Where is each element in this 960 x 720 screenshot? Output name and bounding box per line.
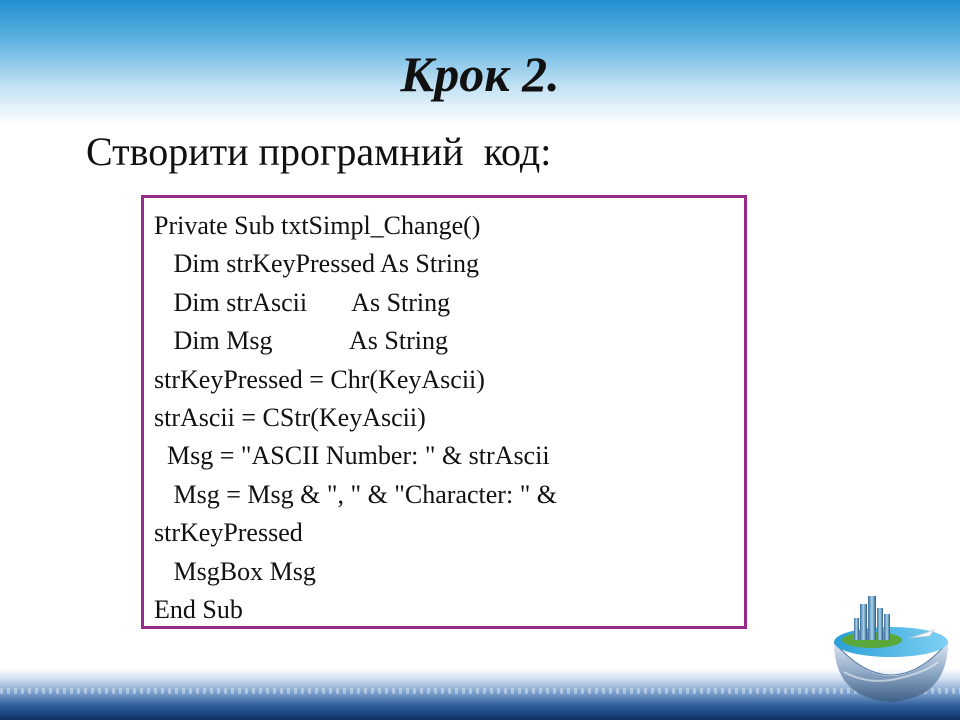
code-box bbox=[141, 195, 747, 629]
code-line: Private Sub txtSimpl_Change() bbox=[154, 211, 481, 240]
code-line: strAscii = CStr(KeyAscii) bbox=[154, 402, 426, 432]
code-line: Dim Msg As String bbox=[154, 326, 448, 356]
code-line: Dim strKeyPressed As String bbox=[154, 249, 479, 279]
code-line: Dim strAscii As String bbox=[154, 287, 451, 317]
code-line: MsgBox Msg bbox=[154, 556, 316, 586]
code-line: strKeyPressed bbox=[154, 518, 303, 548]
footer-band bbox=[0, 668, 960, 720]
code-line: Msg = Msg & ", " & "Character: " & bbox=[154, 479, 558, 509]
slide-title: Крок 2. bbox=[400, 46, 560, 102]
code-line: strKeyPressed = Chr(KeyAscii) bbox=[154, 364, 485, 394]
code-line: End Sub bbox=[154, 594, 243, 624]
slide-subtitle: Створити програмний код: bbox=[86, 129, 552, 174]
code-line: Msg = "ASCII Number: " & strAscii bbox=[154, 441, 550, 471]
globe-city-icon bbox=[830, 590, 952, 706]
